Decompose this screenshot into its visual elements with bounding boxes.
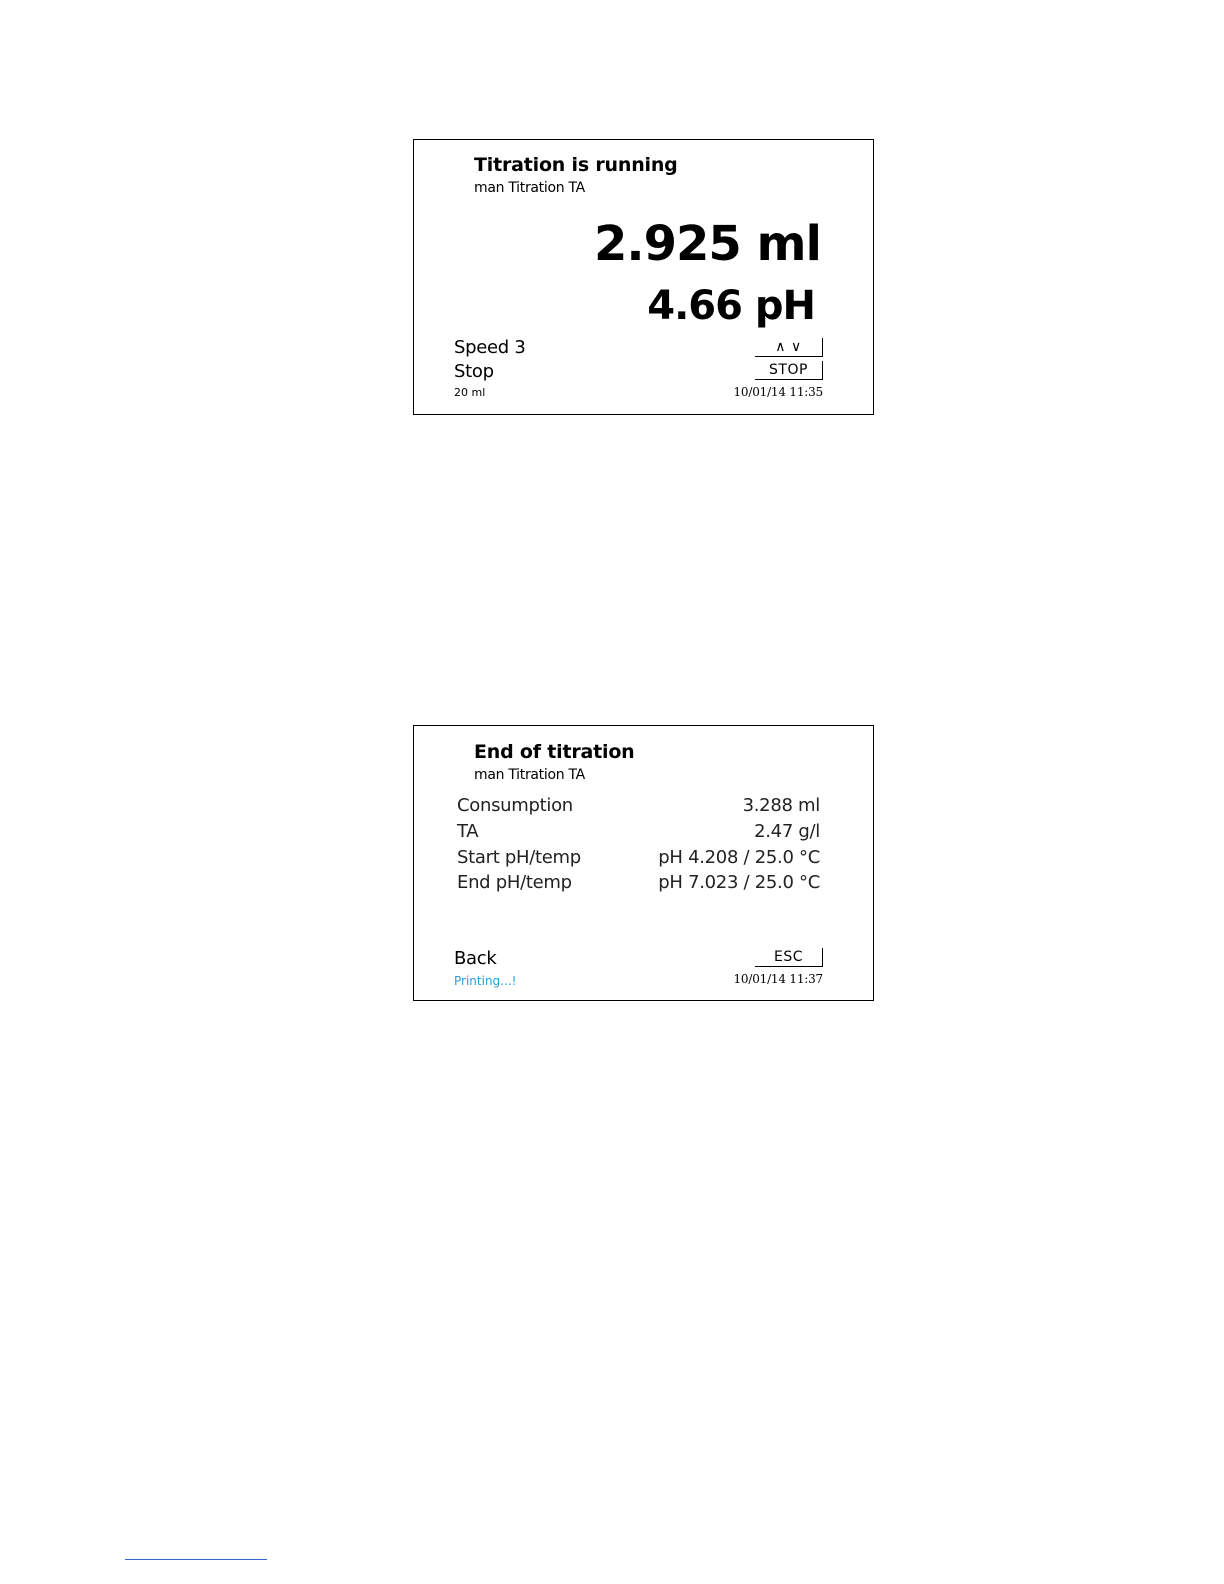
screen-title: Titration is running <box>474 154 678 176</box>
printing-status: Printing...! <box>454 974 517 988</box>
back-label: Back <box>454 948 497 969</box>
stop-key[interactable]: STOP <box>755 361 823 380</box>
titration-running-screen <box>413 139 874 415</box>
timestamp: 10/01/14 11:37 <box>733 972 823 986</box>
method-name: man Titration TA <box>474 180 585 196</box>
dosed-volume-readout: 2.925 ml <box>593 216 821 272</box>
result-label-start-ph-temp: Start pH/temp <box>457 847 581 868</box>
ph-readout: 4.66 pH <box>647 283 815 329</box>
stop-label: Stop <box>454 361 494 382</box>
result-label-ta: TA <box>457 821 479 842</box>
result-value-consumption: 3.288 ml <box>742 795 820 816</box>
result-value-end-ph-temp: pH 7.023 / 25.0 °C <box>658 872 820 893</box>
result-value-ta: 2.47 g/l <box>754 821 820 842</box>
burette-size: 20 ml <box>454 386 486 399</box>
screen-title: End of titration <box>474 741 635 763</box>
speed-updown-key[interactable]: ∧ ∨ <box>755 338 823 357</box>
speed-label: Speed 3 <box>454 337 526 358</box>
method-name: man Titration TA <box>474 767 585 783</box>
esc-key[interactable]: ESC <box>755 948 823 967</box>
timestamp: 10/01/14 11:35 <box>733 385 823 399</box>
result-label-consumption: Consumption <box>457 795 573 816</box>
result-value-start-ph-temp: pH 4.208 / 25.0 °C <box>658 847 820 868</box>
result-label-end-ph-temp: End pH/temp <box>457 872 572 893</box>
footnote-separator <box>125 1559 267 1560</box>
end-of-titration-screen <box>413 725 874 1001</box>
